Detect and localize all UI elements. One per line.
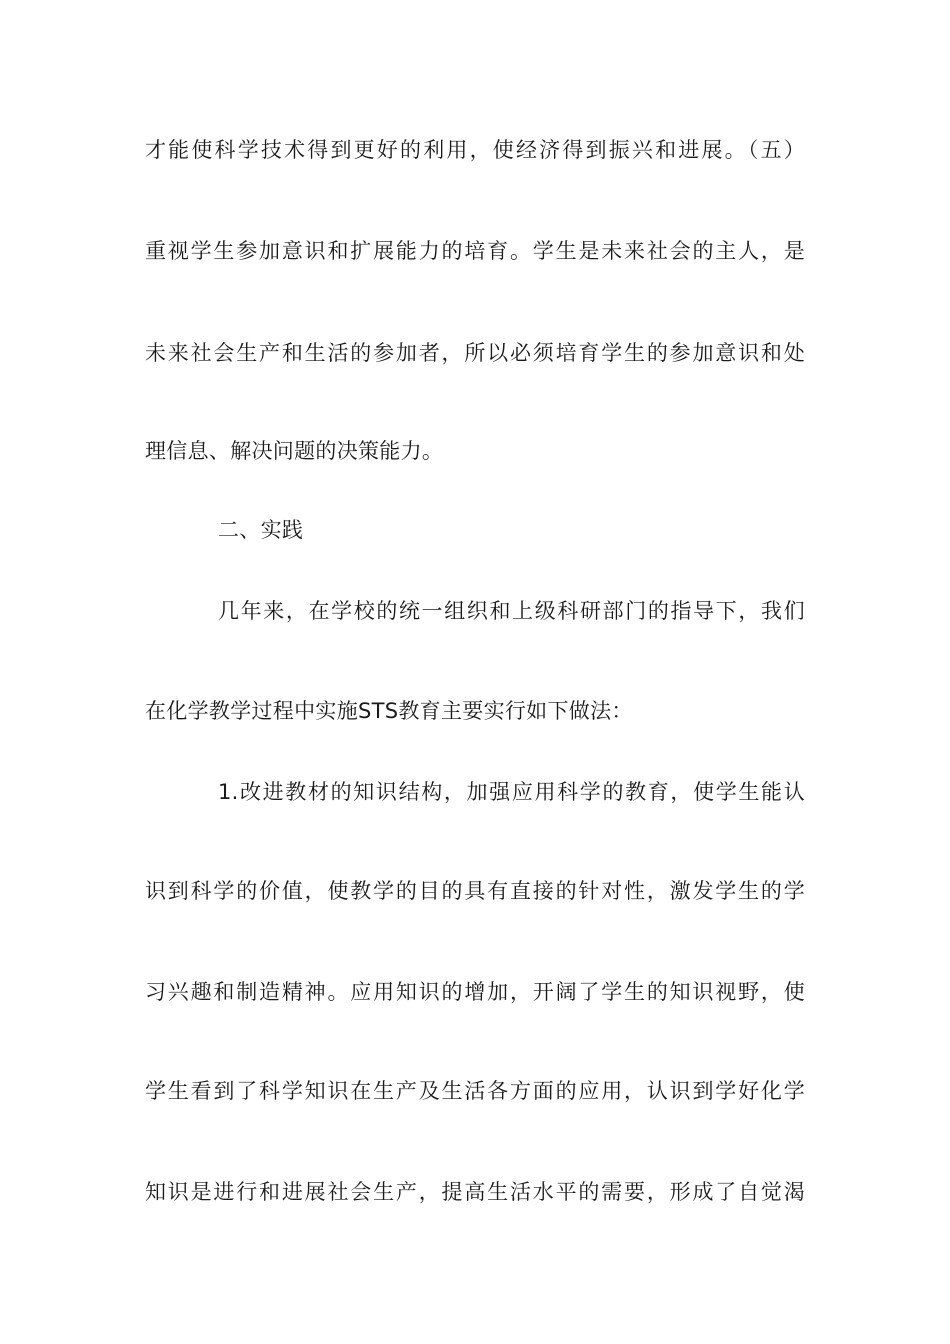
paragraph-line: 学生看到了科学知识在生产及生活各方面的应用，认识到学好化学 xyxy=(145,1079,805,1103)
paragraph-line: 才能使科学技术得到更好的利用，使经济得到振兴和进展。（五） xyxy=(145,138,805,162)
list-item-line: 1.改进教材的知识结构，加强应用科学的教育，使学生能认 xyxy=(218,780,805,804)
paragraph-line: 未来社会生产和生活的参加者，所以必须培育学生的参加意识和处 xyxy=(145,341,805,365)
paragraph-line: 在化学教学过程中实施STS教育主要实行如下做法： xyxy=(145,699,633,723)
paragraph-line: 识到科学的价值，使教学的目的具有直接的针对性，激发学生的学 xyxy=(145,879,805,903)
paragraph-line: 理信息、解决问题的决策能力。 xyxy=(145,439,444,463)
paragraph-line: 重视学生参加意识和扩展能力的培育。学生是未来社会的主人，是 xyxy=(145,239,805,263)
paragraph-line: 几年来，在学校的统一组织和上级科研部门的指导下，我们 xyxy=(218,599,805,623)
section-heading: 二、实践 xyxy=(218,518,304,542)
paragraph-line: 习兴趣和制造精神。应用知识的增加，开阔了学生的知识视野，使 xyxy=(145,980,805,1004)
paragraph-line: 知识是进行和进展社会生产，提高生活水平的需要，形成了自觉渴 xyxy=(145,1180,805,1204)
